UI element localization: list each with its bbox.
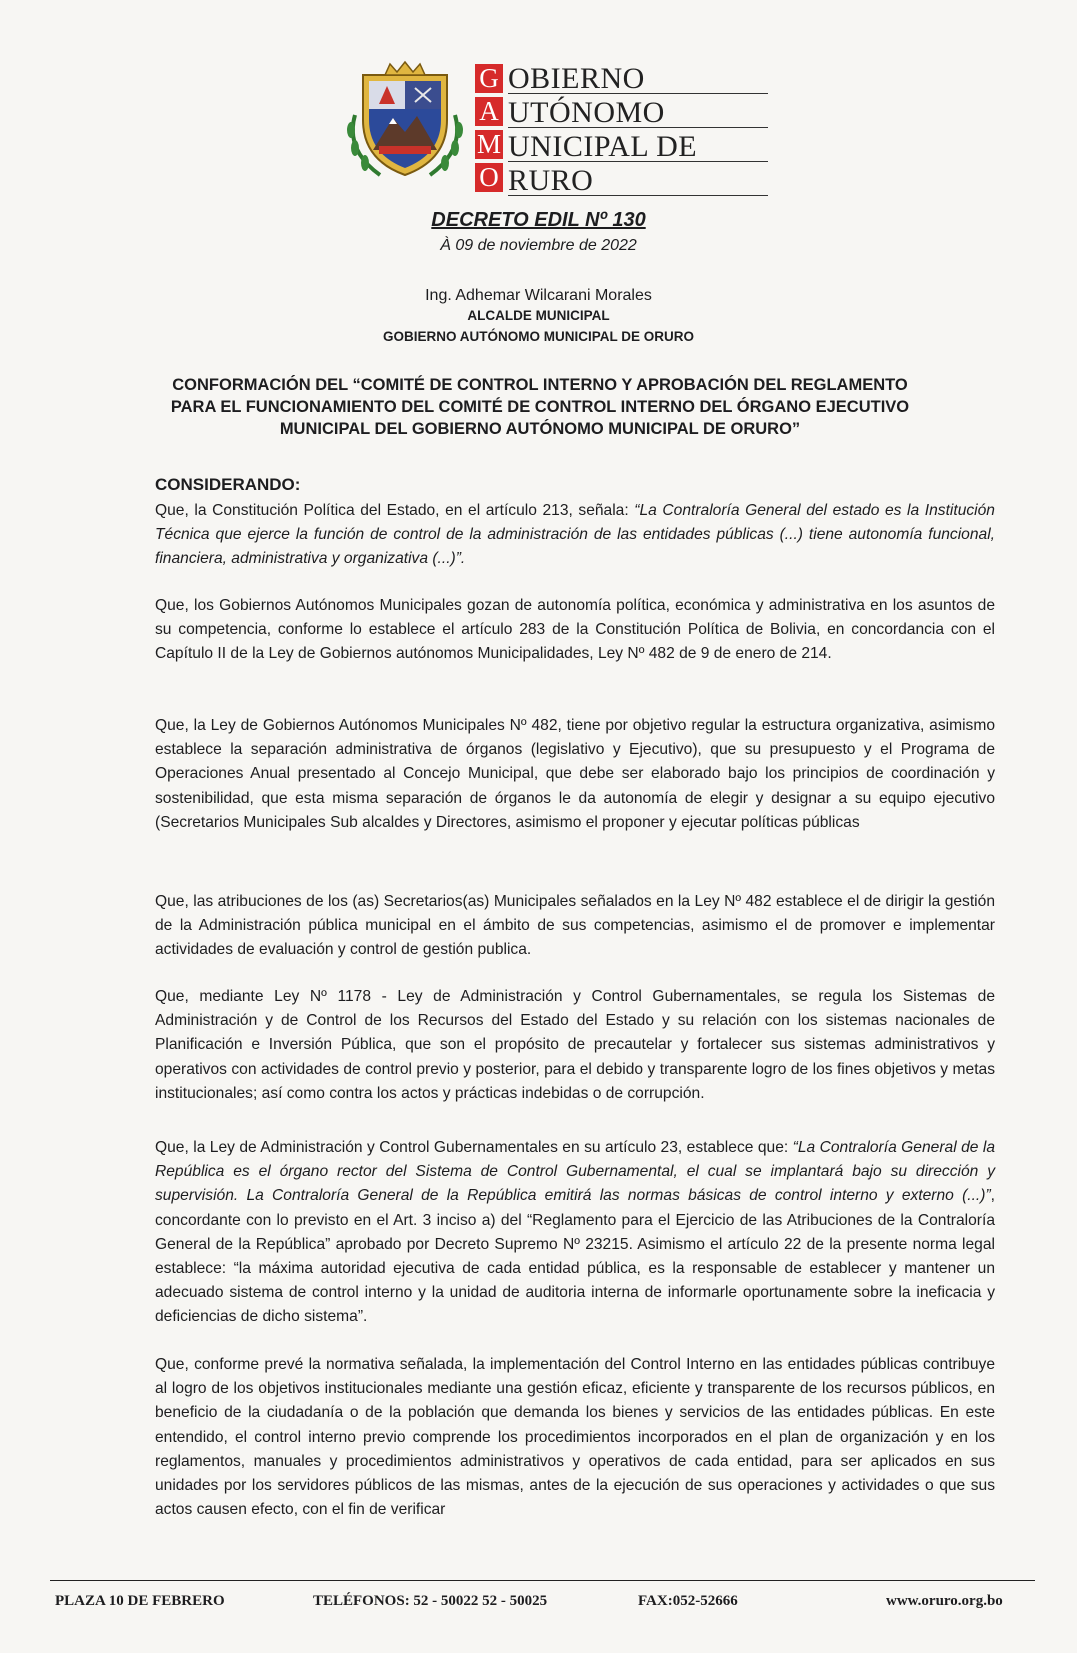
paragraph-2: Que, los Gobiernos Autónomos Municipales gozan de autonomía política, económica y administrativa en los asuntos de su competencia, conforme lo establece el artículo 283 de la Constitución Política de Bolivia, en concordancia con el Capítulo II de la Ley de Gobiernos autónomos Municipalidades, Ley Nº 482 de 9 de enero de 214. — [155, 597, 995, 663]
municipal-crest-emblem — [345, 60, 465, 185]
acronym-letter: A — [475, 97, 503, 126]
decree-subject-title — [150, 374, 930, 440]
signer-role: ALCALDE MUNICIPAL — [467, 308, 610, 323]
org-name-line: OBIERNO — [508, 64, 768, 94]
subject-title-line: MUNICIPAL DEL GOBIERNO AUTÓNOMO MUNICIPAL DE ORURO” — [279, 420, 801, 438]
signer-name: Ing. Adhemar Wilcarani Morales — [425, 287, 652, 304]
signer-organization: GOBIERNO AUTÓNOMO MUNICIPAL DE ORURO — [382, 329, 694, 344]
gamo-acronym-column — [475, 64, 505, 196]
footer-website: www.oruro.org.bo — [886, 1593, 1003, 1609]
quoted-text: “La Contraloría General del estado es la Institución Técnica que ejerce la función de control de la administración de las entidades públicas (...) tiene autonomía funcional, financiera, administrativa y organizativa (...)”. — [155, 502, 995, 568]
considerando-heading: CONSIDERANDO: — [155, 475, 301, 494]
paragraph-5: Que, mediante Ley Nº 1178 - Ley de Administración y Control Gubernamentales, se regula los Sistemas de Administración y de Control de los Recursos del Estado del Estado y su relación con los sistemas nacionales de Planificación e Inversión Pública, que son el propósito de precautelar y fortalecer sus sistemas administrativos y operativos con actividades de control previo y posterior, para el debido y transparente logro de los fines objetivos y metas institucionales; así como contra los actos y prácticas indebidas o de corrupción. — [155, 988, 995, 1102]
paragraph-text: , concordante con lo previsto en el Art. 3 inciso a) del “Reglamento para el Ejercicio de las Atribuciones de la Contraloría General de la República” aprobado por Decreto Supremo Nº 23215. Asimismo el artículo 22 de la presente norma legal establece: “la máxima autoridad ejecutiva de cada entidad pública, es la responsable de establecer y mantener un adecuado sistema de control interno y la unidad de auditoria interna de informarle oportunamente sobre la ineficacia y deficiencias de dicho sistema”. — [155, 1187, 995, 1326]
subject-title-line: CONFORMACIÓN DEL “COMITÉ DE CONTROL INTERNO Y APROBACIÓN DEL REGLAMENTO — [172, 376, 908, 394]
subject-title-line: PARA EL FUNCIONAMIENTO DEL COMITÉ DE CONTROL INTERNO DEL ÓRGANO EJECUTIVO — [170, 398, 910, 416]
paragraph-6 — [155, 1136, 995, 1330]
paragraph-text: Que, la Constitución Política del Estado, en el artículo 213, señala: — [155, 502, 635, 519]
footer-divider — [50, 1580, 1035, 1581]
paragraph-text: Que, la Ley de Administración y Control Gubernamentales en su artículo 23, establece que: — [155, 1139, 793, 1156]
acronym-letter: M — [476, 129, 501, 159]
footer-address: PLAZA 10 DE FEBRERO — [55, 1593, 225, 1609]
paragraph-3: Que, la Ley de Gobiernos Autónomos Municipales Nº 482, tiene por objetivo regular la estructura organizativa, asimismo establece la separación administrativa de órganos (legislativo y Ejecutivo), que su presupuesto y el Programa de Operaciones Anual presentado al Concejo Municipal, que debe ser elaborado bajo los principios de coordinación y sostenibilidad, que esta misma separación de órganos le da autonomía de elegir y designar a su equipo ejecutivo (Secretarios Municipales Sub alcaldes y Directores, asimismo el proponer y ejecutar políticas públicas — [155, 717, 995, 831]
org-name-line: UTÓNOMO — [508, 98, 768, 128]
paragraph-4: Que, las atribuciones de los (as) Secretarios(as) Municipales señalados en la Ley Nº 482 establece el de dirigir la gestión de la Administración pública municipal en el ámbito de sus competencias, asimismo el de promover e implementar actividades de evaluación y control de gestión publica. — [155, 893, 995, 959]
footer-phones: TELÉFONOS: 52 - 50022 52 - 50025 — [313, 1593, 548, 1609]
paragraph-7: Que, conforme prevé la normativa señalada, la implementación del Control Interno en las entidades públicas contribuye al logro de los objetivos institucionales mediante una gestión eficaz, eficiente y transparente de los recursos públicos, en beneficio de la ciudadanía o de la población que demanda los bienes y servicios de las entidades públicas. En este entendido, el control interno previo comprende los procedimientos incorporados en el plan de organización y en los reglamentos, manuales y procedimientos administrativos y operativos de cada entidad, para ser aplicados en sus unidades por los servidores públicos de las mismas, antes de la ejecución de sus operaciones y actividades o que sus actos causen efecto, con el fin de verificar — [155, 1356, 995, 1519]
org-name-line: RURO — [508, 166, 768, 196]
decree-date: À 09 de noviembre de 2022 — [440, 237, 637, 254]
acronym-letter: O — [475, 163, 503, 192]
quoted-text: “La Contraloría General de la República es el órgano rector del Sistema de Control Gubernamental, el cual se implantará bajo su dirección y supervisión. La Contraloría General de la República emitirá las normas básicas de control interno y externo (...)” — [155, 1139, 996, 1205]
letterhead — [345, 58, 745, 197]
org-name-line: UNICIPAL DE — [508, 132, 768, 162]
organization-name — [508, 64, 768, 200]
footer-fax: FAX:052-52666 — [638, 1593, 738, 1609]
decree-title: DECRETO EDIL Nº 130 — [431, 209, 646, 231]
paragraph-1 — [155, 499, 995, 572]
acronym-letter: G — [475, 64, 503, 93]
